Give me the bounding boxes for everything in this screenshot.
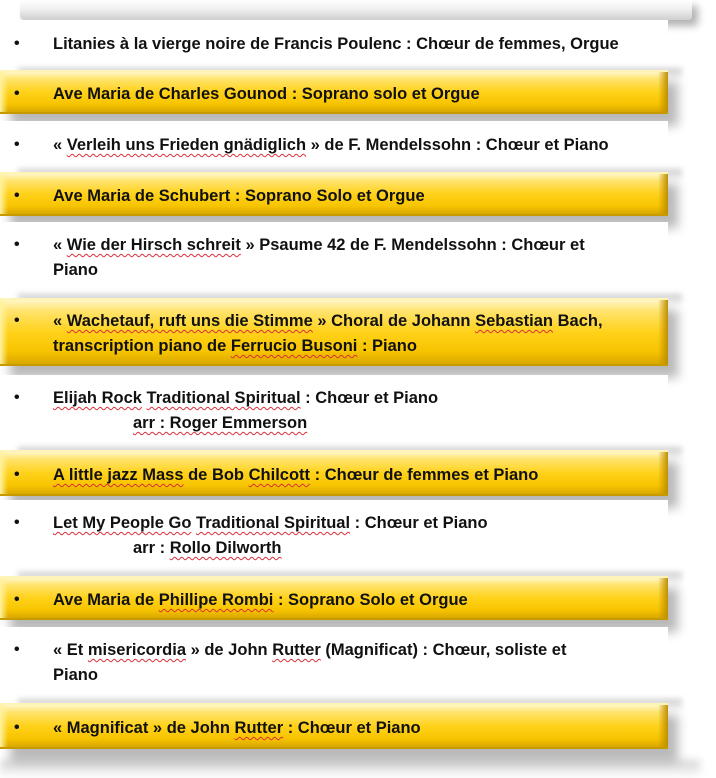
bullet-icon: • [14, 466, 20, 483]
bottom-shadow [0, 760, 700, 778]
program-item-text [53, 184, 662, 209]
text-segment: : Piano [357, 337, 417, 355]
program-item-text [53, 133, 662, 158]
program-item [0, 222, 668, 294]
text-line [53, 411, 662, 436]
spellcheck-word: Elijah Rock [53, 389, 142, 407]
text-segment: (Magnificat) : Chœur, soliste et [320, 641, 567, 659]
spellcheck-word: Verleih uns Frieden gnädiglich [66, 136, 307, 154]
text-segment: : Soprano Solo et Orgue [273, 591, 468, 609]
spellcheck-word: Wie der Hirsch schreit [66, 236, 241, 254]
top-banner-edge [20, 0, 692, 20]
text-segment: « [53, 136, 67, 154]
bullet-icon: • [14, 136, 20, 153]
text-segment: : Chœur de femmes et Piano [310, 466, 539, 484]
text-segment: Piano [53, 261, 98, 279]
text-line [53, 258, 662, 283]
text-segment: Bach, [553, 312, 603, 330]
spellcheck-word: Wachetauf, ruft uns die Stimme [66, 312, 313, 330]
spellcheck-word: A little jazz Mass [53, 466, 184, 484]
text-segment: Ave Maria de Schubert : Soprano Solo et Orgue [53, 187, 425, 205]
text-segment: : Chœur et Piano [283, 719, 421, 737]
spellcheck-word: Chilcott [248, 466, 311, 484]
text-line [53, 334, 662, 359]
text-line [53, 32, 662, 57]
program-item [0, 70, 668, 114]
program-item-text [53, 309, 662, 359]
program-item [0, 500, 668, 572]
spellcheck-word: Rutter [234, 719, 284, 737]
text-segment: arr : [133, 539, 170, 557]
text-line [53, 133, 662, 158]
spellcheck-word: arr : Roger Emmerson [133, 414, 308, 432]
program-item [0, 375, 668, 447]
text-line [53, 184, 662, 209]
text-line [53, 386, 662, 411]
text-segment: de Bob [183, 466, 249, 484]
program-item [0, 172, 668, 216]
text-segment: Ave Maria de Charles Gounod : Soprano solo et Orgue [53, 85, 480, 103]
text-segment: » de John [186, 641, 273, 659]
text-segment: Litanies à la vierge noire de Francis Poulenc : Chœur de femmes, Orgue [53, 35, 619, 53]
program-item-text [53, 463, 662, 488]
bullet-icon: • [14, 591, 20, 608]
program-item [0, 576, 668, 620]
text-line [53, 463, 662, 488]
program-item [0, 20, 668, 68]
program-item [0, 298, 668, 366]
spellcheck-word: Rutter [272, 641, 321, 659]
text-segment: Piano [53, 666, 98, 684]
program-item [0, 450, 668, 496]
spellcheck-word: Traditional Spiritual [196, 514, 351, 532]
text-segment: « Et [53, 641, 88, 659]
program-item-text [53, 386, 662, 436]
text-line [53, 82, 662, 107]
bullet-icon: • [14, 514, 20, 531]
spellcheck-word: Ferrucio Busoni [230, 337, 358, 355]
text-segment: » Choral de Johann [312, 312, 476, 330]
text-line [53, 233, 662, 258]
text-line [53, 536, 662, 561]
spellcheck-word: Traditional Spiritual [146, 389, 301, 407]
text-segment: « [53, 312, 67, 330]
program-item-text [53, 716, 662, 741]
text-line [53, 309, 662, 334]
bullet-icon: • [14, 641, 20, 658]
program-item [0, 703, 668, 749]
text-segment: » Psaume 42 de F. Mendelssohn : Chœur et [240, 236, 585, 254]
program-item-text [53, 588, 662, 613]
text-segment: « [53, 236, 67, 254]
bullet-icon: • [14, 35, 20, 52]
text-segment: transcription piano de [53, 337, 231, 355]
bullet-icon: • [14, 187, 20, 204]
program-item-text [53, 32, 662, 57]
bullet-icon: • [14, 719, 20, 736]
bullet-icon: • [14, 312, 20, 329]
text-line [53, 588, 662, 613]
program-item [0, 627, 668, 699]
program-item-text [53, 638, 662, 688]
bullet-icon: • [14, 85, 20, 102]
spellcheck-word: Let My People Go [53, 514, 192, 532]
text-line [53, 511, 662, 536]
text-line [53, 663, 662, 688]
text-segment: : Chœur et Piano [350, 514, 488, 532]
program-item-text [53, 233, 662, 283]
text-segment: Ave Maria de [53, 591, 159, 609]
spellcheck-word: Phillipe Rombi [158, 591, 274, 609]
text-segment: : Chœur et Piano [300, 389, 439, 407]
spellcheck-word: Rollo Dilworth [169, 539, 282, 557]
text-segment: » de F. Mendelssohn : Chœur et Piano [306, 136, 609, 154]
text-segment: « Magnificat » de John [53, 719, 235, 737]
spellcheck-word: misericordia [87, 641, 186, 659]
program-item-text [53, 82, 662, 107]
program-item [0, 121, 668, 169]
text-line [53, 716, 662, 741]
bullet-icon: • [14, 236, 20, 253]
program-item-text [53, 511, 662, 561]
bullet-icon: • [14, 389, 20, 406]
spellcheck-word: Sebastian [475, 312, 554, 330]
text-line [53, 638, 662, 663]
